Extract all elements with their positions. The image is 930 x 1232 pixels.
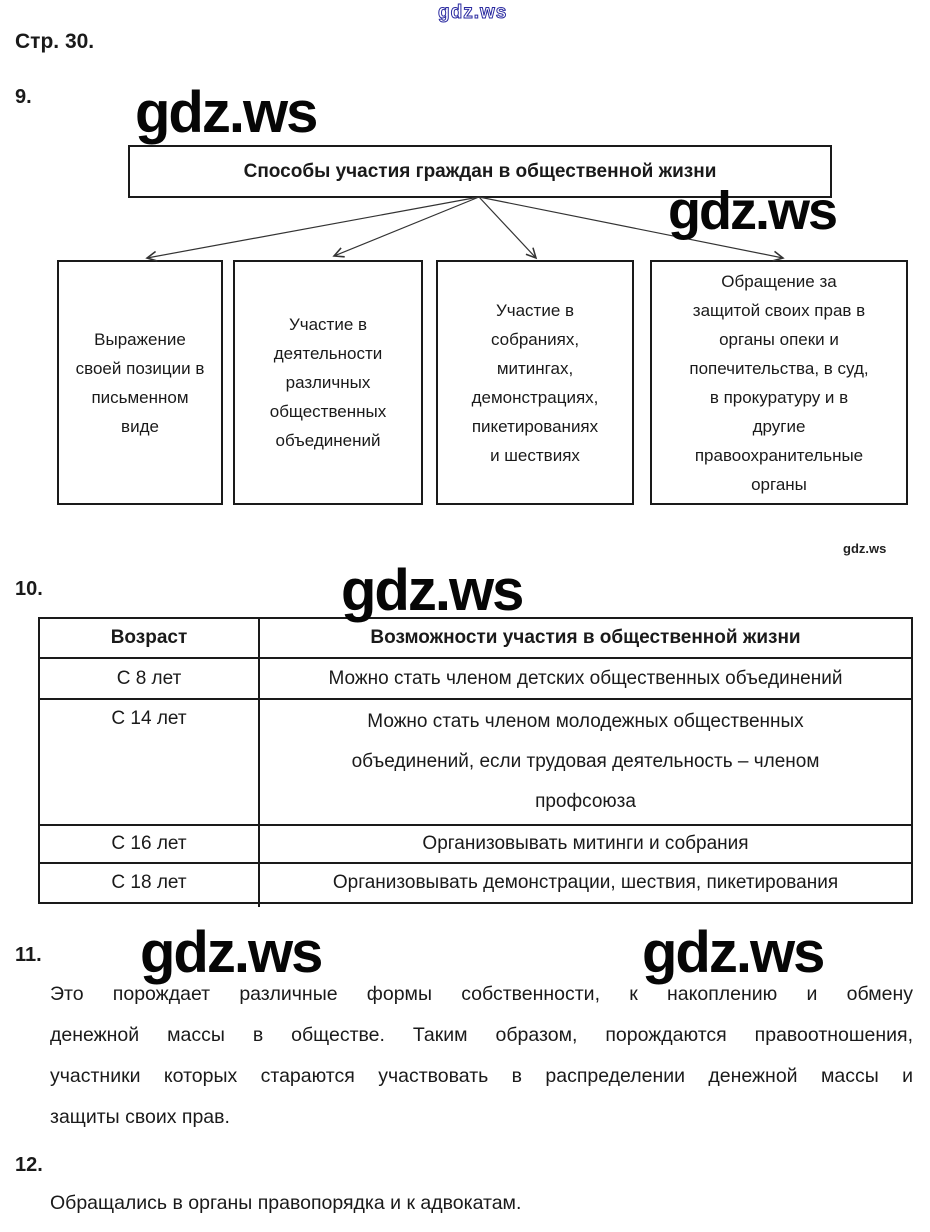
- possibility-cell: Можно стать членом детских общественных объединений: [259, 658, 912, 699]
- diagram-box-rights-protection: Обращение за защитой своих прав в органы опеки и попечительства, в суд, в прокуратуру и в другие правоохранительные органы: [650, 260, 908, 505]
- age-participation-table: [38, 617, 913, 904]
- possibility-text: Можно стать членом молодежных общественных объединений, если трудовая деятельность – членом профсоюза: [351, 711, 820, 812]
- possibility-cell: Организовывать митинги и собрания: [259, 825, 912, 863]
- header-age: Возраст: [39, 618, 259, 658]
- table-row: [39, 699, 912, 825]
- age-cell: С 14 лет: [39, 699, 259, 825]
- question-11-number: 11.: [15, 944, 42, 966]
- watermark-large-5: gdz.ws: [642, 920, 824, 985]
- age-cell: С 18 лет: [39, 863, 259, 903]
- watermark-large-1: gdz.ws: [135, 80, 317, 145]
- question-9-number: 9.: [15, 86, 32, 108]
- diagram-title-box: Способы участия граждан в общественной жизни: [128, 145, 832, 198]
- header-possibilities: Возможности участия в общественной жизни: [259, 618, 912, 658]
- paragraph-line: защиты своих прав.: [50, 1106, 230, 1128]
- possibility-cell: [259, 699, 912, 825]
- paragraph-line: Это порождает различные формы собственности, к накоплению и обмену: [50, 983, 913, 1005]
- table-header-row: [39, 618, 912, 658]
- possibility-cell: Организовывать демонстрации, шествия, пикетирования: [259, 863, 912, 903]
- watermark-large-3: gdz.ws: [341, 558, 523, 623]
- age-cell: С 16 лет: [39, 825, 259, 863]
- answer-12-text: Обращались в органы правопорядка и к адвокатам.: [50, 1192, 522, 1214]
- diagram-box-public-associations: Участие в деятельности различных общественных объединений: [233, 260, 423, 505]
- watermark-large-2: gdz.ws: [668, 181, 837, 241]
- paragraph-line: участники которых стараются участвовать в распределении денежной массы и: [50, 1065, 913, 1087]
- diagram-box-written-position: Выражение своей позиции в письменном виде: [57, 260, 223, 505]
- page-title: Стр. 30.: [15, 30, 95, 53]
- table-row: [39, 825, 912, 863]
- paragraph-line: денежной массы в обществе. Таким образом, порождаются правоотношения,: [50, 1024, 913, 1046]
- answer-11-paragraph: [50, 983, 913, 1147]
- question-12-number: 12.: [15, 1154, 43, 1176]
- table-row: [39, 863, 912, 903]
- age-cell: С 8 лет: [39, 658, 259, 699]
- watermark-top: gdz.ws: [438, 2, 508, 23]
- watermark-large-4: gdz.ws: [140, 920, 322, 985]
- question-10-number: 10.: [15, 578, 43, 600]
- diagram-box-meetings: Участие в собраниях, митингах, демонстрациях, пикетированиях и шествиях: [436, 260, 634, 505]
- watermark-small: gdz.ws: [843, 541, 887, 556]
- table-row: [39, 658, 912, 699]
